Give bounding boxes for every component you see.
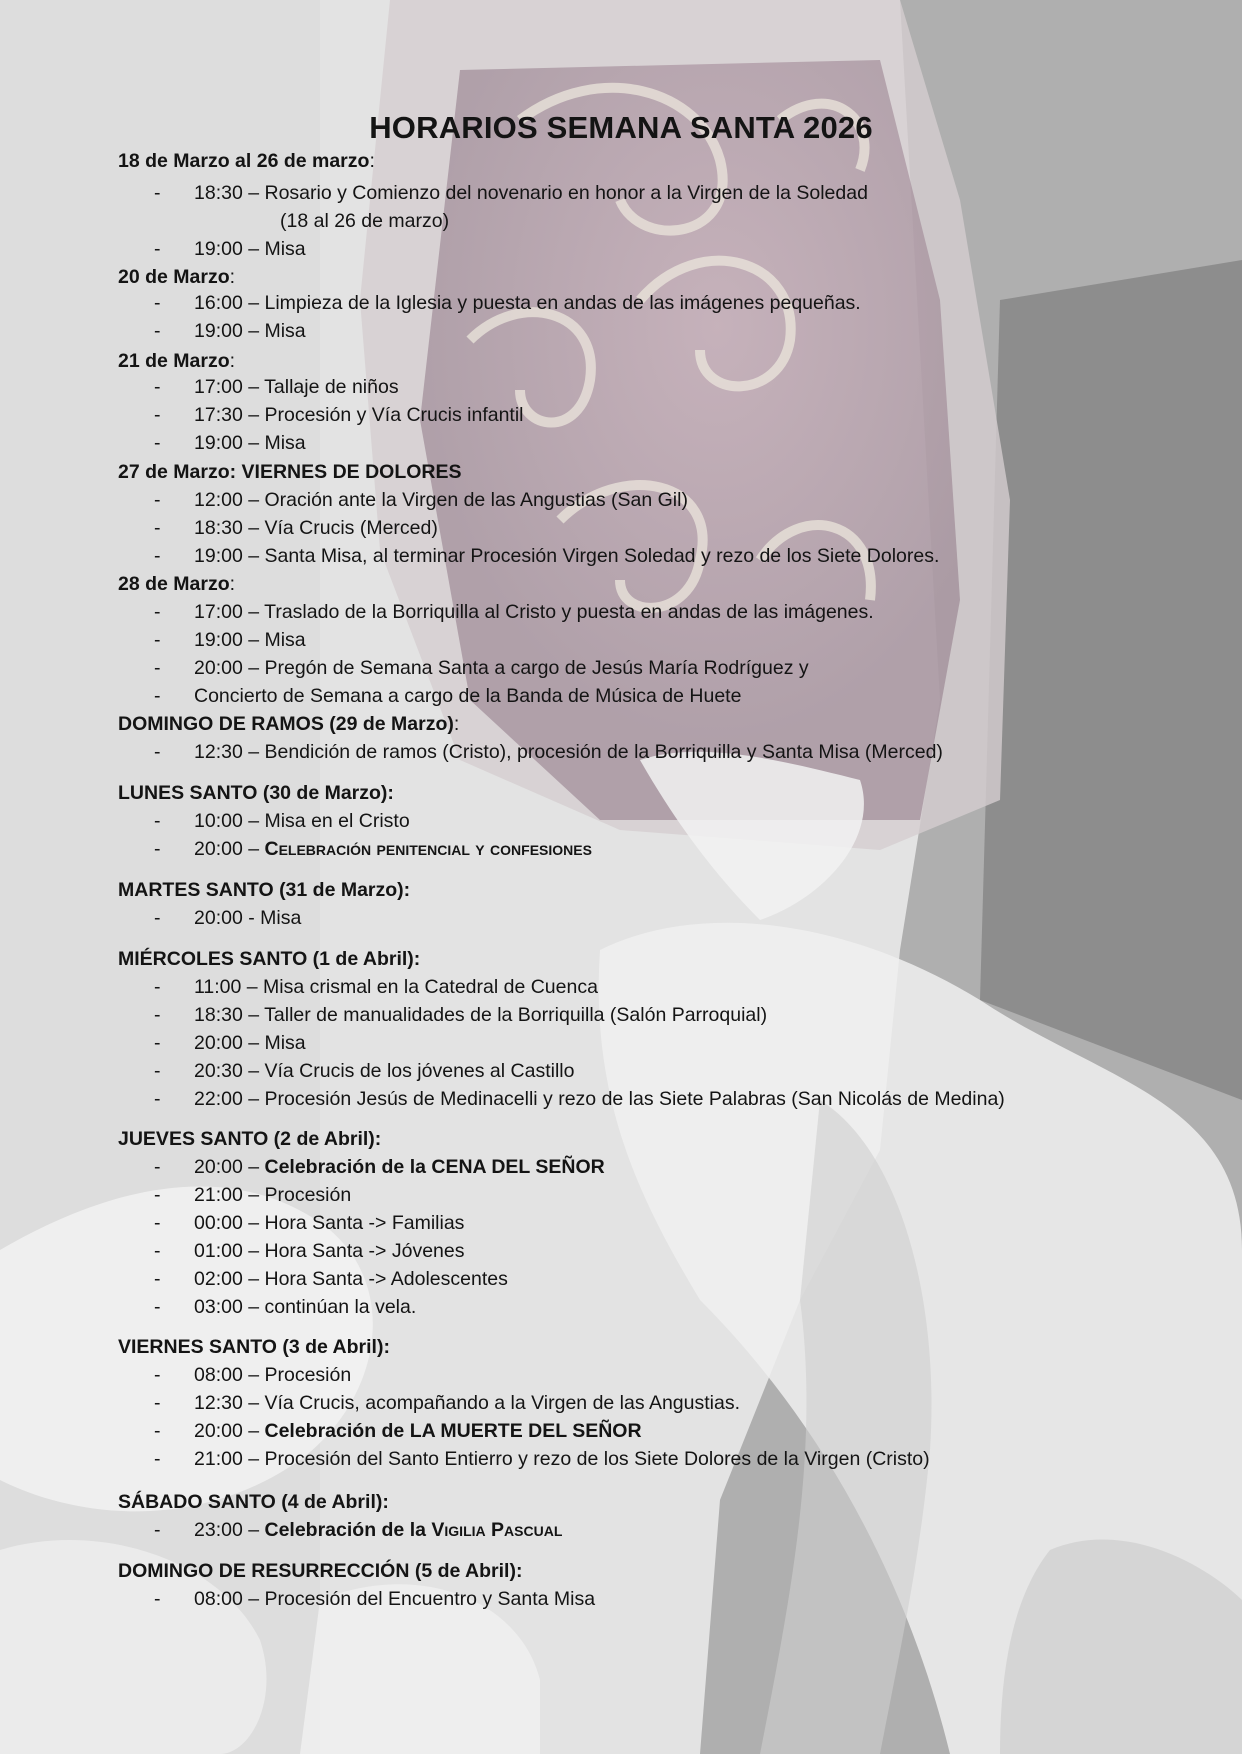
schedule-item	[154, 1420, 642, 1443]
bullet-dash: -	[154, 1088, 161, 1110]
day-label: SÁBADO SANTO (4 de Abril):	[118, 1491, 389, 1513]
day-label: MIÉRCOLES SANTO (1 de Abril):	[118, 948, 421, 970]
bullet-dash: -	[154, 376, 161, 398]
day-heading	[118, 1336, 390, 1359]
bullet-dash: -	[154, 182, 161, 204]
day-heading	[118, 461, 462, 484]
schedule-item	[154, 238, 306, 261]
day-heading	[118, 879, 410, 902]
day-heading	[118, 1491, 389, 1514]
item-time: 12:00 –	[194, 489, 265, 511]
schedule-item	[154, 489, 688, 512]
bullet-dash: -	[154, 657, 161, 679]
item-text: Celebración de LA MUERTE DEL SEÑOR	[264, 1420, 642, 1442]
item-text: Celebración de la CENA DEL SEÑOR	[264, 1156, 605, 1178]
day-suffix: :	[229, 266, 236, 288]
day-label: 28 de Marzo	[118, 573, 230, 595]
item-time: 17:00 –	[194, 601, 265, 623]
item-text: Hora Santa -> Adolescentes	[264, 1268, 508, 1290]
item-text: Concierto de Semana a cargo de la Banda de Música de Huete	[194, 685, 742, 707]
page-title: HORARIOS SEMANA SANTA 2026	[369, 110, 873, 145]
schedule-item	[154, 376, 399, 399]
item-text: Limpieza de la Iglesia y puesta en andas de las imágenes pequeñas.	[264, 292, 861, 314]
day-extra: VIERNES DE DOLORES	[236, 461, 462, 483]
bullet-dash: -	[154, 1184, 161, 1206]
day-heading	[118, 948, 420, 971]
item-text: Vía Crucis de los jóvenes al Castillo	[264, 1060, 575, 1082]
schedule-item	[154, 741, 943, 764]
schedule-item	[154, 1184, 351, 1207]
bullet-dash: -	[154, 1420, 161, 1442]
item-text: Procesión del Encuentro y Santa Misa	[264, 1588, 596, 1610]
day-heading	[118, 350, 235, 373]
schedule-item	[154, 1032, 306, 1055]
bullet-dash: -	[154, 517, 161, 539]
bullet-dash: -	[154, 1392, 161, 1414]
schedule-item	[154, 1296, 416, 1319]
item-time: 12:30 –	[194, 741, 265, 763]
schedule-item	[154, 629, 306, 652]
item-text: Celebración penitencial y confesiones	[264, 838, 592, 860]
item-time: 19:00 –	[194, 545, 265, 567]
schedule-item	[154, 1088, 1005, 1111]
bullet-dash: -	[154, 810, 161, 832]
day-suffix: :	[229, 573, 236, 595]
item-time: 00:00 –	[194, 1212, 265, 1234]
bullet-dash: -	[154, 1156, 161, 1178]
day-heading	[118, 573, 235, 596]
bullet-dash: -	[154, 741, 161, 763]
item-time: 17:30 –	[194, 404, 265, 426]
item-time: 22:00 –	[194, 1088, 265, 1110]
item-time: 20:00 –	[194, 838, 265, 860]
schedule-item	[154, 545, 939, 568]
bullet-dash: -	[154, 238, 161, 260]
bullet-dash: -	[154, 976, 161, 998]
day-label: MARTES SANTO (31 de Marzo):	[118, 879, 411, 901]
item-text: Procesión del Santo Entierro y rezo de los Siete Dolores de la Virgen (Cristo)	[264, 1448, 930, 1470]
schedule-item	[154, 685, 741, 708]
schedule-item	[154, 1588, 595, 1611]
item-text: Hora Santa -> Jóvenes	[264, 1240, 465, 1262]
day-label: 27 de Marzo:	[118, 461, 237, 483]
item-text-emphasis: Vigilia Pascual	[431, 1519, 563, 1541]
day-heading	[118, 713, 459, 736]
schedule-item	[154, 810, 410, 833]
item-text: Procesión Jesús de Medinacelli y rezo de las Siete Palabras (San Nicolás de Medina)	[264, 1088, 1005, 1110]
schedule-item	[154, 1268, 508, 1291]
day-label: 18 de Marzo al 26 de marzo	[118, 150, 370, 172]
day-label: DOMINGO DE RESURRECCIÓN (5 de Abril):	[118, 1560, 523, 1582]
schedule-item	[154, 1392, 740, 1415]
schedule-item	[154, 432, 306, 455]
item-time: 03:00 –	[194, 1296, 265, 1318]
bullet-dash: -	[154, 320, 161, 342]
item-text: Misa	[260, 907, 302, 929]
bullet-dash: -	[154, 432, 161, 454]
schedule-item	[154, 182, 868, 205]
bullet-dash: -	[154, 1588, 161, 1610]
day-heading	[118, 1560, 522, 1583]
bullet-dash: -	[154, 1364, 161, 1386]
schedule-item	[154, 1004, 767, 1027]
item-text: Pregón de Semana Santa a cargo de Jesús María Rodríguez y	[264, 657, 809, 679]
bullet-dash: -	[154, 601, 161, 623]
bullet-dash: -	[154, 1004, 161, 1026]
day-heading	[118, 1128, 381, 1151]
item-time: 20:00 –	[194, 1420, 265, 1442]
day-label: VIERNES SANTO (3 de Abril):	[118, 1336, 390, 1358]
day-label: LUNES SANTO (30 de Marzo):	[118, 782, 394, 804]
item-time: 21:00 –	[194, 1448, 265, 1470]
item-text: Misa	[264, 629, 306, 651]
schedule-item	[154, 907, 301, 930]
schedule-item	[154, 1156, 605, 1179]
item-time: 16:00 –	[194, 292, 265, 314]
bullet-dash: -	[154, 489, 161, 511]
item-text: Oración ante la Virgen de las Angustias (San Gil)	[264, 489, 688, 511]
bullet-dash: -	[154, 1032, 161, 1054]
item-text: Bendición de ramos (Cristo), procesión de la Borriquilla y Santa Misa (Merced)	[264, 741, 943, 763]
item-text: Tallaje de niños	[264, 376, 399, 398]
item-time: 19:00 –	[194, 432, 265, 454]
schedule-item	[154, 1364, 351, 1387]
item-text: Misa	[264, 1032, 306, 1054]
schedule-item	[154, 404, 524, 427]
item-time: 19:00 –	[194, 238, 265, 260]
day-heading	[118, 782, 394, 805]
item-text: Misa crismal en la Catedral de Cuenca	[263, 976, 598, 998]
item-text: Traslado de la Borriquilla al Cristo y puesta en andas de las imágenes.	[264, 601, 874, 623]
day-suffix: :	[229, 350, 236, 372]
bullet-dash: -	[154, 1212, 161, 1234]
schedule-item	[154, 320, 306, 343]
schedule-item	[154, 517, 438, 540]
bullet-dash: -	[154, 1268, 161, 1290]
item-text: Misa	[264, 320, 306, 342]
schedule-item	[154, 1060, 574, 1083]
item-text: Misa en el Cristo	[264, 810, 410, 832]
item-time: 18:30 –	[194, 517, 265, 539]
item-time: 18:30 –	[194, 1004, 265, 1026]
item-time: 08:00 –	[194, 1364, 265, 1386]
item-time: 20:00 –	[194, 657, 265, 679]
item-text: Vía Crucis, acompañando a la Virgen de las Angustias.	[264, 1392, 740, 1414]
item-time: 20:00 –	[194, 1156, 265, 1178]
day-suffix: :	[453, 713, 460, 735]
schedule-item	[154, 838, 592, 861]
item-text: Taller de manualidades de la Borriquilla (Salón Parroquial)	[264, 1004, 768, 1026]
bullet-dash: -	[154, 1519, 161, 1541]
bullet-dash: -	[154, 1060, 161, 1082]
item-text: Hora Santa -> Familias	[264, 1212, 465, 1234]
item-time: 17:00 –	[194, 376, 265, 398]
item-text: Misa	[264, 432, 306, 454]
item-time: 20:00 –	[194, 1032, 265, 1054]
item-time: 19:00 –	[194, 320, 265, 342]
bullet-dash: -	[154, 545, 161, 567]
item-time: 20:00 -	[194, 907, 261, 929]
item-text: Procesión	[264, 1184, 352, 1206]
item-text: Celebración de la	[264, 1519, 432, 1541]
schedule-item	[154, 292, 861, 315]
item-time: 23:00 –	[194, 1519, 265, 1541]
item-time: 10:00 –	[194, 810, 265, 832]
day-label: JUEVES SANTO (2 de Abril):	[118, 1128, 382, 1150]
day-label: 21 de Marzo	[118, 350, 230, 372]
bullet-dash: -	[154, 1240, 161, 1262]
item-time: 18:30 –	[194, 182, 265, 204]
schedule-item	[154, 976, 598, 999]
schedule-item	[154, 1448, 930, 1471]
item-time: 08:00 –	[194, 1588, 265, 1610]
item-text: Vía Crucis (Merced)	[264, 517, 438, 539]
item-time: 19:00 –	[194, 629, 265, 651]
day-label: 20 de Marzo	[118, 266, 230, 288]
bullet-dash: -	[154, 838, 161, 860]
item-time: 21:00 –	[194, 1184, 265, 1206]
bullet-dash: -	[154, 404, 161, 426]
bullet-dash: -	[154, 292, 161, 314]
item-text: Misa	[264, 238, 306, 260]
day-suffix: :	[369, 150, 375, 172]
bullet-dash: -	[154, 1296, 161, 1318]
item-text: Rosario y Comienzo del novenario en honor a la Virgen de la Soledad	[264, 182, 868, 204]
schedule-item	[154, 657, 809, 680]
item-time: 01:00 –	[194, 1240, 265, 1262]
schedule-item	[154, 1240, 464, 1263]
bullet-dash: -	[154, 907, 161, 929]
bullet-dash: -	[154, 629, 161, 651]
item-text: Procesión	[264, 1364, 352, 1386]
item-time: 02:00 –	[194, 1268, 265, 1290]
item-time: 20:30 –	[194, 1060, 265, 1082]
item-time: 12:30 –	[194, 1392, 265, 1414]
day-heading	[118, 266, 235, 289]
item-text: continúan la vela.	[264, 1296, 417, 1318]
day-label: DOMINGO DE RAMOS (29 de Marzo)	[118, 713, 454, 735]
schedule-item	[154, 1212, 464, 1235]
schedule-item	[154, 601, 874, 624]
bullet-dash: -	[154, 685, 161, 707]
item-text: Santa Misa, al terminar Procesión Virgen Soledad y rezo de los Siete Dolores.	[264, 545, 940, 567]
item-continuation: (18 al 26 de marzo)	[280, 210, 450, 232]
item-time: 11:00 –	[194, 976, 264, 998]
bullet-dash: -	[154, 1448, 161, 1470]
day-heading	[118, 150, 375, 173]
schedule-item	[154, 1519, 562, 1542]
item-text: Procesión y Vía Crucis infantil	[264, 404, 524, 426]
